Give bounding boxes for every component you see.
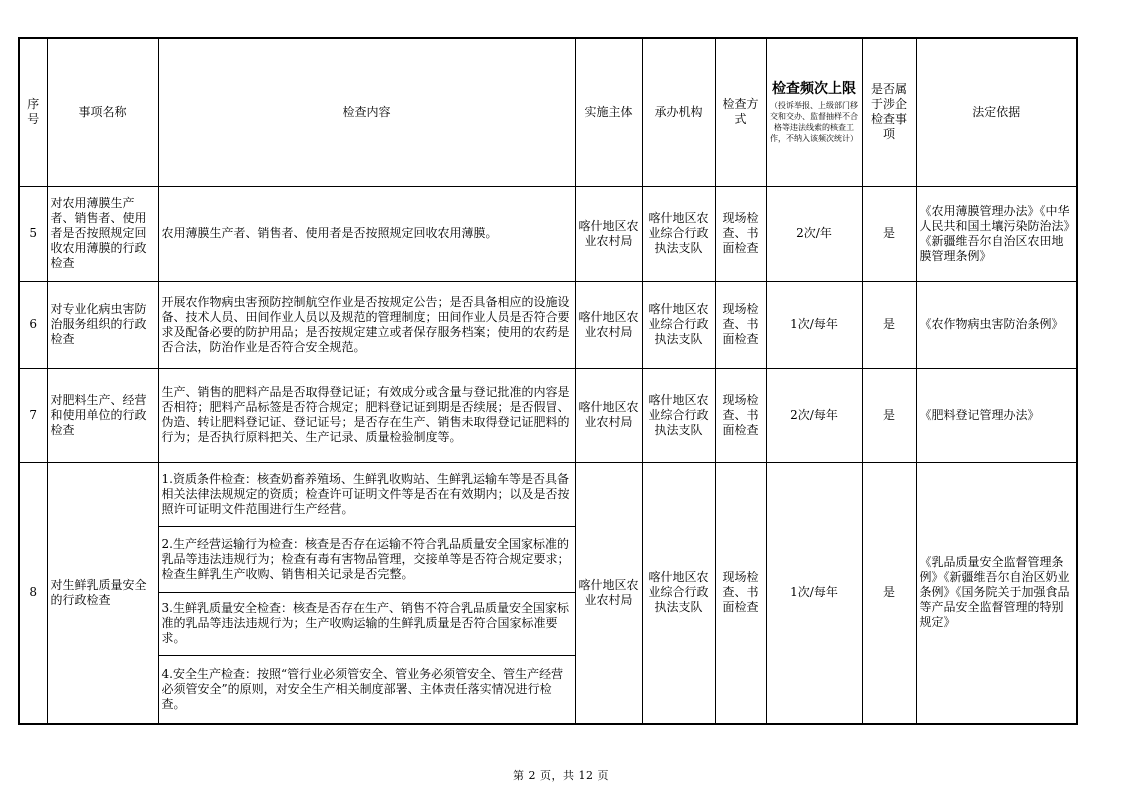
table-row xyxy=(19,368,1077,462)
header-agency: 承办机构 xyxy=(642,38,715,186)
row-content: 农用薄膜生产者、销售者、使用者是否按照规定回收农用薄膜。 xyxy=(158,186,575,281)
row-name: 对专业化病虫害防治服务组织的行政检查 xyxy=(47,281,158,368)
header-subject: 实施主体 xyxy=(575,38,642,186)
table-header-row xyxy=(19,38,1077,186)
header-name: 事项名称 xyxy=(47,38,158,186)
row-agency: 喀什地区农业综合行政执法支队 xyxy=(642,281,715,368)
row-enterprise: 是 xyxy=(862,368,916,462)
row-frequency: 1次/每年 xyxy=(766,281,862,368)
row-subject: 喀什地区农业农村局 xyxy=(575,186,642,281)
row-subject: 喀什地区农业农村局 xyxy=(575,281,642,368)
row-subject: 喀什地区农业农村局 xyxy=(575,462,642,724)
row-enterprise: 是 xyxy=(862,462,916,724)
header-basis: 法定依据 xyxy=(916,38,1077,186)
table-row xyxy=(19,462,1077,526)
row-name: 对生鲜乳质量安全的行政检查 xyxy=(47,462,158,724)
header-content: 检查内容 xyxy=(158,38,575,186)
row-method: 现场检查、书面检查 xyxy=(715,462,766,724)
header-method: 检查方式 xyxy=(715,38,766,186)
row-basis: 《肥料登记管理办法》 xyxy=(916,368,1077,462)
row-no: 6 xyxy=(19,281,47,368)
row-agency: 喀什地区农业综合行政执法支队 xyxy=(642,462,715,724)
row-enterprise: 是 xyxy=(862,281,916,368)
header-frequency-note: （投诉举报、上级部门移交和交办、监督抽样不合格等违法线索的核查工作，不纳入该频次统计） xyxy=(770,100,858,143)
row-method: 现场检查、书面检查 xyxy=(715,368,766,462)
row-method: 现场检查、书面检查 xyxy=(715,281,766,368)
row-content: 开展农作物病虫害预防控制航空作业是否按规定公告；是否具备相应的设施设备、技术人员、田间作业人员以及规范的管理制度；田间作业人员是否符合要求及配备必要的防护用品；是否按规定建立或者保存服务档案；使用的农药是否合法，防治作业是否符合安全规范。 xyxy=(158,281,575,368)
row-basis: 《农用薄膜管理办法》《中华人民共和国土壤污染防治法》《新疆维吾尔自治区农田地膜管理条例》 xyxy=(916,186,1077,281)
row-agency: 喀什地区农业综合行政执法支队 xyxy=(642,368,715,462)
header-frequency xyxy=(766,38,862,186)
row-content-item: 1.资质条件检查：核查奶畜养殖场、生鲜乳收购站、生鲜乳运输车等是否具备相关法律法规规定的资质；检查许可证明文件等是否在有效期内；以及是否按照许可证明文件范围进行生产经营。 xyxy=(158,462,575,526)
row-subject: 喀什地区农业农村局 xyxy=(575,368,642,462)
header-no: 序号 xyxy=(19,38,47,186)
row-frequency: 2次/年 xyxy=(766,186,862,281)
row-content-item: 3.生鲜乳质量安全检查：核查是否存在生产、销售不符合乳品质量安全国家标准的乳品等违法违规行为；生产收购运输的生鲜乳质量是否符合国家标准要求。 xyxy=(158,592,575,655)
row-frequency: 1次/每年 xyxy=(766,462,862,724)
table-row xyxy=(19,186,1077,281)
row-basis: 《乳品质量安全监督管理条例》《新疆维吾尔自治区奶业条例》《国务院关于加强食品等产品安全监督管理的特别规定》 xyxy=(916,462,1077,724)
row-basis: 《农作物病虫害防治条例》 xyxy=(916,281,1077,368)
row-no: 7 xyxy=(19,368,47,462)
row-name: 对肥料生产、经营和使用单位的行政检查 xyxy=(47,368,158,462)
inspection-table xyxy=(18,37,1078,725)
row-frequency: 2次/每年 xyxy=(766,368,862,462)
row-agency: 喀什地区农业综合行政执法支队 xyxy=(642,186,715,281)
row-content: 生产、销售的肥料产品是否取得登记证；有效成分或含量与登记批准的内容是否相符；肥料产品标签是否符合规定；肥料登记证到期是否续展；是否假冒、伪造、转让肥料登记证、登记证号；是否存在生产、销售未取得登记证肥料的行为；是否执行原料把关、生产记录、质量检验制度等。 xyxy=(158,368,575,462)
row-name: 对农用薄膜生产者、销售者、使用者是否按照规定回收农用薄膜的行政检查 xyxy=(47,186,158,281)
row-no: 8 xyxy=(19,462,47,724)
page-footer: 第 2 页，共 12 页 xyxy=(513,769,609,782)
row-no: 5 xyxy=(19,186,47,281)
row-content-item: 4.安全生产检查：按照“管行业必须管安全、管业务必须管安全、管生产经营必须管安全”的原则，对安全生产相关制度部署、主体责任落实情况进行检查。 xyxy=(158,655,575,724)
row-content-item: 2.生产经营运输行为检查：核查是否存在运输不符合乳品质量安全国家标准的乳品等违法违规行为；检查有毒有害物品管理，交接单等是否符合规定要求；检查生鲜乳生产收购、销售相关记录是否完整。 xyxy=(158,526,575,592)
header-frequency-title: 检查频次上限 xyxy=(772,80,856,97)
table-row xyxy=(19,281,1077,368)
row-enterprise: 是 xyxy=(862,186,916,281)
header-enterprise: 是否属于涉企检查事项 xyxy=(862,38,916,186)
row-method: 现场检查、书面检查 xyxy=(715,186,766,281)
